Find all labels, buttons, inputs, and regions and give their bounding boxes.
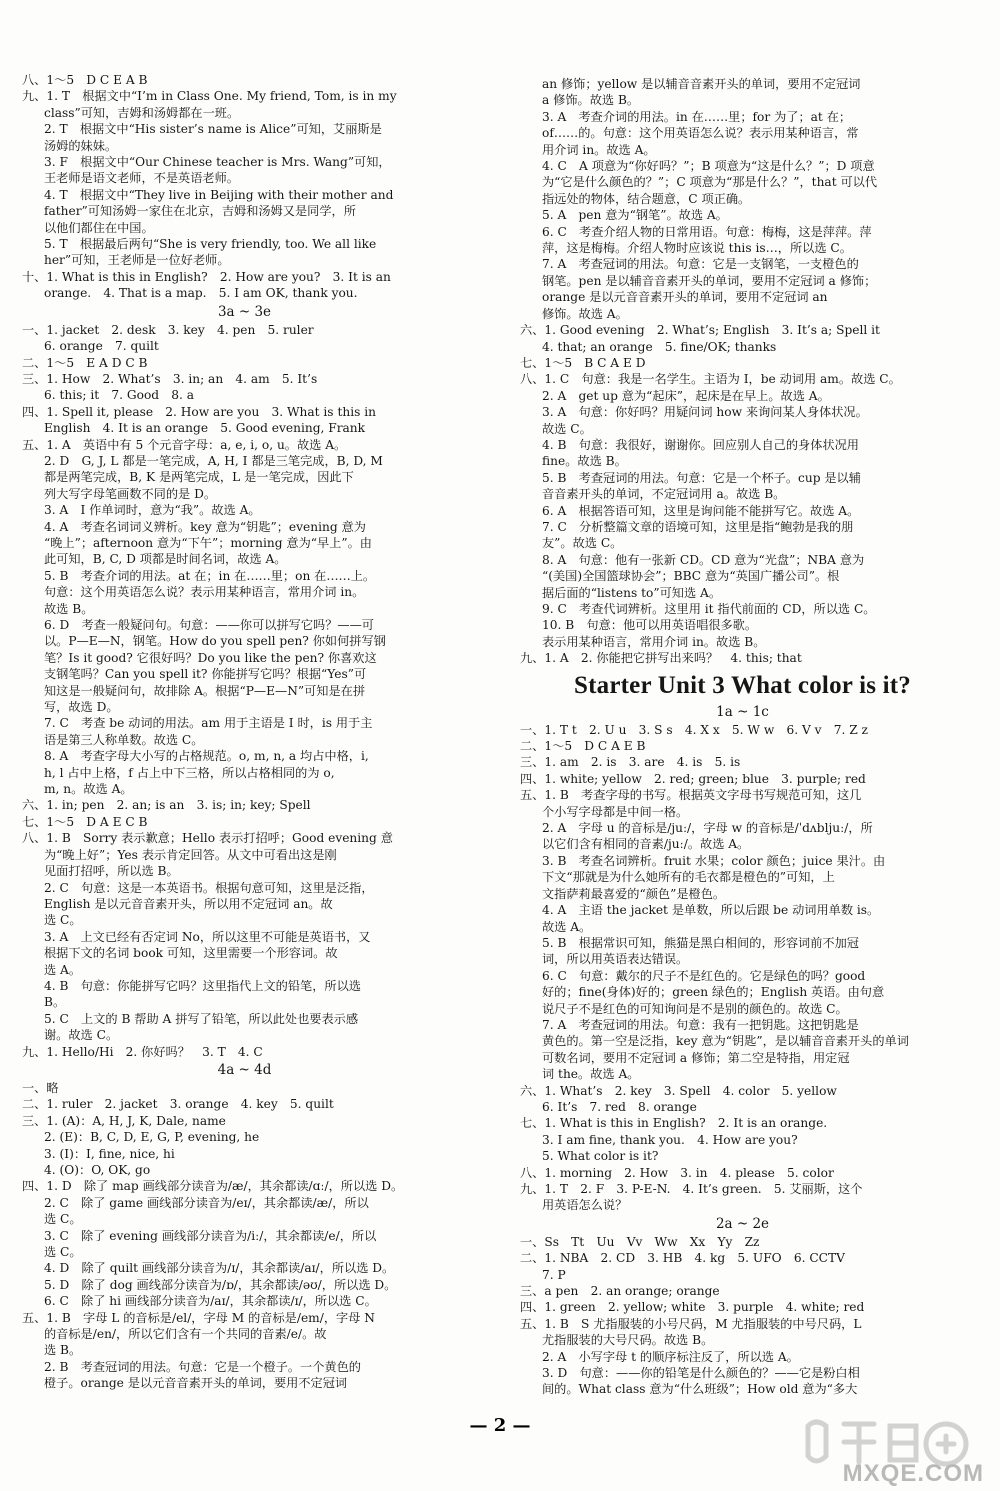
answer-line: 5. B 根据常识可知，熊猫是黑白相间的，形容词前不加冠 bbox=[542, 935, 859, 950]
answer-line: 3. C 除了 evening 画线部分读音为/iː/，其余都读/e/，所以 bbox=[44, 1228, 377, 1243]
answer-line: 六、1. What’s 2. key 3. Spell 4. color 5. yellow bbox=[520, 1083, 837, 1098]
answer-line: 5. B 考查介词的用法。at 在；in 在……里；on 在……上。 bbox=[44, 568, 376, 583]
answer-line: 五、1. B 字母 L 的音标是/el/，字母 M 的音标是/em/，字母 N bbox=[22, 1310, 375, 1325]
answer-line: 7. A 考查冠词的用法。句意：它是一支钢笔，一支橙色的 bbox=[542, 257, 859, 272]
left-column bbox=[22, 72, 467, 1392]
answer-line: 八、1. morning 2. How 3. in 4. please 5. color bbox=[520, 1165, 834, 1180]
answer-line: 见面打招呼，所以选 B。 bbox=[44, 864, 179, 879]
right-column bbox=[520, 76, 965, 1398]
answer-line: 支钢笔吗？Can you spell it? 你能拼写它吗？根据“Yes”可 bbox=[44, 667, 367, 682]
answer-line: h, l 占中上格，f 占上中下三格，所以占格相同的为 o, bbox=[44, 765, 335, 780]
answer-line: 5. D 除了 dog 画线部分读音为/ɒ/，其余都读/əʊ/，所以选 D。 bbox=[44, 1277, 397, 1292]
answer-line: 七、1～5 D A E C B bbox=[22, 814, 148, 829]
answer-line: 四、1. white; yellow 2. red; green; blue 3. purple; red bbox=[520, 771, 866, 786]
answer-line: 3. F 根据文中“Our Chinese teacher is Mrs. Wang”可知， bbox=[44, 155, 391, 170]
answer-line: 八、1. B Sorry 表示歉意；Hello 表示打招呼；Good evening 意 bbox=[22, 831, 393, 846]
answer-line: 九、1. A 2. 你能把它拼写出来吗？ 4. this; that bbox=[520, 651, 802, 666]
answer-line: fine。故选 B。 bbox=[542, 454, 627, 469]
answer-line: 为“它是什么颜色的？”；C 项意为“那是什么？”，that 可以代 bbox=[542, 175, 878, 190]
answer-line: 以它们含有相同的音素/juː/。故选 A。 bbox=[542, 837, 750, 852]
answer-line: class”可知，吉姆和汤姆都在一班。 bbox=[44, 105, 240, 120]
answer-line: 汤姆的妹妹。 bbox=[44, 138, 118, 153]
answer-line: 4. B 句意：你能拼写它吗？这里指代上文的铅笔，所以选 bbox=[44, 978, 361, 993]
unit-title: Starter Unit 3 What color is it? bbox=[574, 671, 911, 699]
answer-line: English 是以元音音素开头，所以用不定冠词 an。故 bbox=[44, 896, 333, 911]
answer-line: 列大写字母笔画数不同的是 D。 bbox=[44, 486, 217, 501]
answer-line: “(美国)全国篮球协会”；BBC 意为“英国广播公司”。根 bbox=[542, 569, 840, 584]
answer-line: 六、1. Good evening 2. What’s; English 3. It’s a; Spell it bbox=[520, 323, 880, 338]
section-heading: 2a ~ 2e bbox=[715, 1215, 770, 1232]
answer-line: 四、1. Spell it, please 2. How are you 3. What is this in bbox=[22, 404, 376, 419]
answer-line: 指远处的物体，结合题意，C 项正确。 bbox=[542, 191, 751, 206]
answer-line: 5. What color is it? bbox=[542, 1149, 659, 1164]
answer-line: 表示用某种语言，常用介词 in。故选 B。 bbox=[542, 634, 766, 649]
answer-line: 一、1. jacket 2. desk 3. key 4. pen 5. ruler bbox=[22, 322, 314, 337]
answer-line: 6. A 根据答语可知，这里是询问能不能拼写它。故选 A。 bbox=[542, 503, 860, 518]
answer-line: 4. C A 项意为“你好吗？”；B 项意为“这是什么？”；D 项意 bbox=[542, 159, 875, 174]
answer-line: 4. that; an orange 5. fine/OK; thanks bbox=[542, 339, 777, 354]
answer-line: 3. B 考查名词辨析。fruit 水果；color 颜色；juice 果汁。由 bbox=[542, 853, 886, 868]
answer-line: 4. T 根据文中“They live in Beijing with their mother and bbox=[44, 187, 394, 202]
answer-line: 九、1. Hello/Hi 2. 你好吗？ 3. T 4. C bbox=[22, 1044, 263, 1059]
answer-line: 王老师是语文老师，不是英语老师。 bbox=[44, 171, 239, 186]
answer-line: 2. A get up 意为“起床”，起床是在早上。故选 A。 bbox=[542, 388, 830, 403]
answer-line: 7. A 考查冠词的用法。句意：我有一把钥匙。这把钥匙是 bbox=[542, 1017, 859, 1032]
answer-line: 二、1～5 E A D C B bbox=[22, 355, 148, 370]
answer-line: 6. C 考查介绍人物的日常用语。句意：梅梅，这是萍萍。萍 bbox=[542, 224, 872, 239]
answer-line: 音音素开头的单词，不定冠词用 a。故选 B。 bbox=[542, 487, 786, 502]
answer-line: 谢。故选 C。 bbox=[44, 1028, 119, 1043]
answer-line: English 4. It is an orange 5. Good evening, Frank bbox=[44, 421, 366, 436]
answer-line: 尤指服装的大号尺码。故选 B。 bbox=[542, 1333, 714, 1348]
answer-line: an 修饰；yellow 是以辅音音素开头的单词，要用不定冠词 bbox=[542, 77, 861, 91]
answer-line: 八、1. C 句意：我是一名学生。主语为 I，be 动词用 am。故选 C。 bbox=[520, 372, 901, 387]
answer-line: 选 B。 bbox=[44, 1343, 82, 1358]
answer-line: 6. this; it 7. Good 8. a bbox=[44, 388, 195, 403]
answer-line: 七、1. What is this in English? 2. It is an orange. bbox=[520, 1116, 828, 1131]
answer-line: 文指萨莉最喜爱的“颜色”是橙色。 bbox=[542, 886, 726, 901]
answer-line: 五、1. A 英语中有 5 个元音字母：a, e, i, o, u。故选 A。 bbox=[22, 437, 347, 452]
answer-line: 7. P bbox=[542, 1267, 566, 1282]
answer-line: 说尺子不是红色的可知询问是不是别的颜色的。故选 C。 bbox=[542, 1001, 848, 1016]
answer-line: 8. A 句意：他有一张新 CD。CD 意为“光盘”；NBA 意为 bbox=[542, 552, 865, 567]
answer-line: 7. C 考查 be 动词的用法。am 用于主语是 I 时，is 用于主 bbox=[44, 716, 373, 731]
answer-line: 钢笔。pen 是以辅音音素开头的单词，要用不定冠词 a 修饰； bbox=[542, 273, 877, 288]
answer-line: 故选 C。 bbox=[542, 421, 592, 436]
answer-line: 7. C 分析整篇文章的语境可知，这里是指“鲍勃是我的朋 bbox=[542, 519, 854, 534]
answer-line: 以他们都住在中国。 bbox=[44, 220, 154, 235]
answer-line: 八、1～5 D C E A B bbox=[22, 73, 148, 87]
answer-line: 5. B 考查冠词的用法。句意：它是一个杯子。cup 是以辅 bbox=[542, 470, 861, 485]
answer-line: 2. (E)：B, C, D, E, G, P, evening, he bbox=[44, 1130, 260, 1145]
answer-line: 据后面的“listens to”可知选 A。 bbox=[542, 585, 722, 600]
answer-line: 九、1. T 2. F 3. P-E-N. 4. It’s green. 5. 艾丽斯，这个 bbox=[520, 1182, 863, 1196]
answer-line: 知这是一般疑问句，故排除 A。根据“P—E—N”可知是在拼 bbox=[44, 683, 366, 698]
answer-line: 二、1～5 D C A E B bbox=[520, 739, 646, 754]
answer-line: 用英语怎么说？ bbox=[542, 1198, 628, 1213]
answer-line: “晚上”；afternoon 意为“下午”；morning 意为“早上”。由 bbox=[44, 535, 372, 550]
answer-line: 6. C 句意：戴尔的尺子不是红色的。它是绿色的吗？good bbox=[542, 968, 866, 983]
answer-line: 3. (I)：I, fine, nice, hi bbox=[44, 1146, 175, 1161]
answer-line: 4. (O)：O, OK, go bbox=[44, 1163, 151, 1177]
watermark-text: MXQE.COM bbox=[842, 1460, 984, 1487]
answer-line: 2. A 小写字母 t 的顺序标注反了，所以选 A。 bbox=[542, 1349, 799, 1364]
answer-line: 四、1. D 除了 map 画线部分读音为/æ/，其余都读/ɑː/，所以选 D。 bbox=[22, 1179, 404, 1194]
answer-line: 8. A 考查字母大小写的占格规范。o, m, n, a 均占中格，i, bbox=[44, 749, 369, 764]
answer-line: 2. D G, J, L 都是一笔完成，A, H, I 都是三笔完成，B, D, M bbox=[44, 453, 383, 468]
answer-line: 根据下文的名词 book 可知，这里需要一个形容词。故 bbox=[44, 946, 338, 961]
answer-line: 4. A 考查名词词义辨析。key 意为“钥匙”；evening 意为 bbox=[44, 519, 366, 534]
answer-line: 的音标是/en/，所以它们含有一个共同的音素/e/。故 bbox=[44, 1327, 327, 1342]
section-heading: 3a ~ 3e bbox=[217, 303, 272, 320]
answer-line: 黄色的。第一空是泛指，key 意为“钥匙”，是以辅音音素开头的单词 bbox=[542, 1034, 909, 1049]
answer-line: 三、a pen 2. an orange; orange bbox=[520, 1284, 720, 1299]
answer-line: 十、1. What is this in English? 2. How are you? 3. It is an bbox=[22, 269, 391, 284]
answer-line: orange 是以元音音素开头的单词，要用不定冠词 an bbox=[542, 290, 828, 305]
answer-line: 6. C 除了 hi 画线部分读音为/aɪ/，其余都读/ɪ/，所以选 C。 bbox=[44, 1294, 377, 1309]
answer-line: 故选 A。 bbox=[542, 919, 592, 934]
answer-line: a 修饰。故选 B。 bbox=[542, 93, 640, 108]
answer-line: 以。P—E—N，钢笔。How do you spell pen? 你如何拼写钢 bbox=[44, 634, 386, 649]
answer-line: 笔？Is it good? 它很好吗？Do you like the pen? 你喜欢这 bbox=[44, 650, 377, 665]
answer-line: 9. C 考查代词辨析。这里用 it 指代前面的 CD，所以选 C。 bbox=[542, 602, 876, 616]
answer-line: 3. A 句意：你好吗？用疑问词 how 来询问某人身体状况。 bbox=[542, 405, 868, 420]
answer-line: 选 C。 bbox=[44, 913, 82, 928]
answer-line: 下文“那就是为什么她所有的毛衣都是橙色的”可知，上 bbox=[542, 870, 835, 885]
answer-line: 选 A。 bbox=[44, 962, 82, 977]
answer-line: 用介词 in。故选 A。 bbox=[542, 142, 656, 157]
answer-line: 3. I am fine, thank you. 4. How are you? bbox=[542, 1132, 798, 1147]
answer-line: 二、1. NBA 2. CD 3. HB 4. kg 5. UFO 6. CCTV bbox=[520, 1251, 845, 1266]
answer-line: 选 C。 bbox=[44, 1212, 82, 1227]
answer-line: 五、1. B S 尤指服装的小号尺码，M 尤指服装的中号尺码，L bbox=[520, 1316, 862, 1331]
answer-line: 可数名词，要用不定冠词 a 修饰；第二空是特指，用定冠 bbox=[542, 1050, 850, 1065]
answer-line: orange. 4. That is a map. 5. I am OK, thank you. bbox=[44, 286, 358, 301]
answer-line: 间的。What class 意为“什么班级”；How old 意为“多大 bbox=[542, 1382, 858, 1397]
answer-line: 句意：这个用英语怎么说？表示用某种语言，常用介词 in。 bbox=[44, 585, 365, 600]
answer-line: 友”。故选 C。 bbox=[542, 536, 623, 551]
answer-line: 4. B 句意：我很好，谢谢你。回应别人自己的身体状况用 bbox=[542, 437, 859, 452]
answer-line: 选 C。 bbox=[44, 1245, 82, 1260]
answer-line: of……的。句意：这个用英语怎么说？表示用某种语言，常 bbox=[542, 126, 859, 141]
answer-line: 个小写字母都是中间一格。 bbox=[542, 804, 689, 819]
section-heading: 1a ~ 1c bbox=[716, 703, 769, 720]
answer-line: 三、1. How 2. What’s 3. in; an 4. am 5. It’s bbox=[22, 371, 318, 386]
section-heading: 4a ~ 4d bbox=[217, 1061, 272, 1078]
answer-line: 2. A 字母 u 的音标是/juː/，字母 w 的音标是/ˈdʌbljuː/，所 bbox=[542, 821, 873, 836]
answer-line: 写，故选 D。 bbox=[44, 700, 119, 715]
answer-line: 三、1. am 2. is 3. are 4. is 5. is bbox=[520, 755, 741, 770]
answer-line: 此可知，B, C, D 项都是时间名词，故选 A。 bbox=[44, 552, 287, 567]
answer-line: 萍，这是梅梅。介绍人物时应该说 this is…，所以选 C。 bbox=[542, 241, 852, 256]
answer-line: 词 the。故选 A。 bbox=[542, 1067, 640, 1082]
answer-line: 一、Ss Tt Uu Vv Ww Xx Yy Zz bbox=[520, 1234, 760, 1249]
answer-line: father”可知汤姆一家住在北京，吉姆和汤姆又是同学，所 bbox=[44, 204, 356, 219]
answer-line: 2. T 根据文中“His sister’s name is Alice”可知，艾丽斯是 bbox=[44, 122, 382, 137]
answer-line: her”可知，王老师是一位好老师。 bbox=[44, 253, 230, 268]
answer-line: 橙子。orange 是以元音音素开头的单词，要用不定冠词 bbox=[44, 1376, 348, 1391]
answer-line: B。 bbox=[44, 995, 66, 1010]
answer-line: 一、略 bbox=[22, 1080, 59, 1095]
answer-line: 一、1. T t 2. U u 3. S s 4. X x 5. W w 6. V v 7. Z z bbox=[520, 722, 868, 737]
answer-line: 6. It’s 7. red 8. orange bbox=[542, 1099, 697, 1114]
answer-line: 六、1. in; pen 2. an; is an 3. is; in; key; Spell bbox=[22, 798, 311, 813]
answer-line: 4. D 除了 quilt 画线部分读音为/ɪ/，其余都读/aɪ/，所以选 D。 bbox=[44, 1261, 395, 1276]
answer-line: 2. C 除了 game 画线部分读音为/eɪ/，其余都读/æ/，所以 bbox=[44, 1195, 369, 1210]
answer-line: 修饰。故选 A。 bbox=[542, 306, 628, 321]
answer-line: 5. C 上文的 B 帮助 A 拼写了铅笔，所以此处也要表示感 bbox=[44, 1011, 359, 1026]
answer-line: 4. A 主语 the jacket 是单数，所以后跟 be 动词用单数 is。 bbox=[542, 903, 880, 918]
answer-line: 5. A pen 意为“钢笔”。故选 A。 bbox=[542, 208, 728, 223]
answer-line: 10. B 句意：他可以用英语唱很多歌。 bbox=[542, 618, 758, 633]
answer-line: 好的；fine(身体)好的；green 绿色的；English 英语。由句意 bbox=[542, 985, 885, 1000]
answer-line: 6. orange 7. quilt bbox=[44, 339, 159, 354]
answer-line: 3. A 上文已经有否定词 No，所以这里不可能是英语书，又 bbox=[44, 929, 371, 944]
answer-line: 七、1～5 B C A E D bbox=[520, 355, 646, 370]
answer-line: 6. D 考查一般疑问句。句意：——你可以拼写它吗？——可 bbox=[44, 618, 374, 632]
answer-line: 3. D 句意：——你的铅笔是什么颜色的？——它是粉白相 bbox=[542, 1366, 860, 1381]
answer-line: 三、1. (A)：A, H, J, K, Dale, name bbox=[22, 1113, 226, 1128]
answer-line: 3. A 考查介词的用法。in 在……里；for 为了；at 在； bbox=[542, 109, 852, 124]
answer-line: 5. T 根据最后两句“She is very friendly, too. We all like bbox=[44, 237, 377, 252]
answer-line: 2. B 考查冠词的用法。句意：它是一个橙子。一个黄色的 bbox=[44, 1359, 361, 1374]
page-number: — 2 — bbox=[469, 1415, 531, 1436]
answer-line: 语是第三人称单数。故选 C。 bbox=[44, 732, 204, 747]
answer-line: 都是两笔完成，B, K 是两笔完成，L 是一笔完成，因此下 bbox=[44, 470, 354, 485]
answer-line: 五、1. B 考查字母的书写。根据英文字母书写规范可知，这几 bbox=[520, 788, 862, 803]
answer-line: 2. C 句意：这是一本英语书。根据句意可知，这里是泛指， bbox=[44, 880, 374, 895]
answer-line: 故选 B。 bbox=[44, 601, 94, 616]
answer-line: 四、1. green 2. yellow; white 3. purple 4. white; red bbox=[520, 1300, 865, 1315]
answer-line: 九、1. T 根据文中“I’m in Class One. My friend, Tom, is in my bbox=[22, 89, 397, 104]
answer-line: 为“晚上好”；Yes 表示肯定回答。从文中可看出这是刚 bbox=[44, 847, 337, 862]
answer-line: 二、1. ruler 2. jacket 3. orange 4. key 5. quilt bbox=[22, 1097, 334, 1112]
answer-line: m, n。故选 A。 bbox=[44, 782, 133, 797]
answer-line: 词，所以用英语表达错误。 bbox=[542, 952, 689, 967]
answer-line: 3. A I 作单词时，意为“我”。故选 A。 bbox=[44, 503, 261, 518]
